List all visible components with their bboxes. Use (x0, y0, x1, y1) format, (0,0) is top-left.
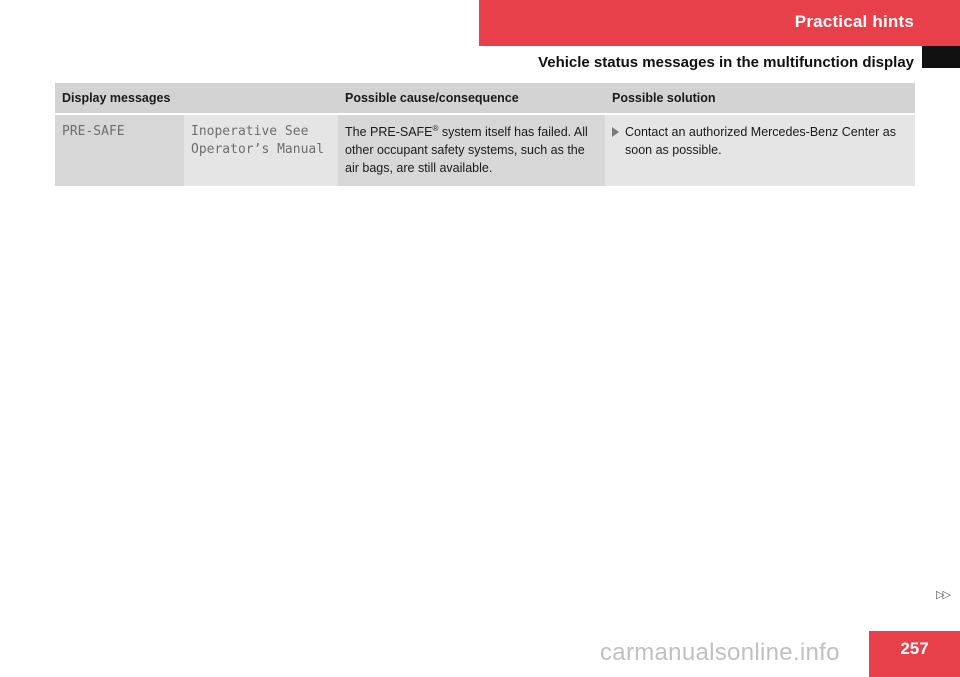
page-number-box (869, 631, 960, 677)
registered-mark: ® (432, 123, 439, 133)
cell-display-message-1 (55, 114, 184, 186)
cause-text-start: The PRE-SAFE (345, 125, 433, 139)
header-display-messages: Display messages (55, 83, 338, 114)
continue-arrow-icon: ▷▷ (936, 589, 949, 601)
display-text-inoperative: Inoperative See (191, 124, 309, 139)
table-header-row (55, 83, 915, 114)
header-possible-cause: Possible cause/consequence (338, 83, 605, 114)
cell-display-message-2 (184, 114, 338, 186)
cell-possible-cause (338, 114, 605, 186)
triangle-bullet-icon (612, 127, 619, 137)
solution-text: Contact an authorized Mercedes-Benz Center as soon as possible. (625, 125, 896, 157)
status-messages-table (55, 83, 915, 186)
header-possible-solution: Possible solution (605, 83, 915, 114)
solution-step (612, 123, 908, 159)
display-text-operators-manual: Operator’s Manual (191, 142, 325, 157)
section-title: Practical hints (794, 12, 914, 31)
cause-text-rest: system itself has failed. All other occupant safety systems, such as the air bags, are still available. (345, 125, 588, 175)
subsection-title: Vehicle status messages in the multifunction display (538, 54, 914, 71)
page-number: 257 (900, 639, 929, 658)
watermark-text: carmanualsonline.info (600, 639, 840, 666)
cell-possible-solution (605, 114, 915, 186)
side-tab-marker (922, 46, 960, 68)
display-text-pre-safe: PRE-SAFE (62, 124, 125, 139)
table-row (55, 114, 915, 186)
